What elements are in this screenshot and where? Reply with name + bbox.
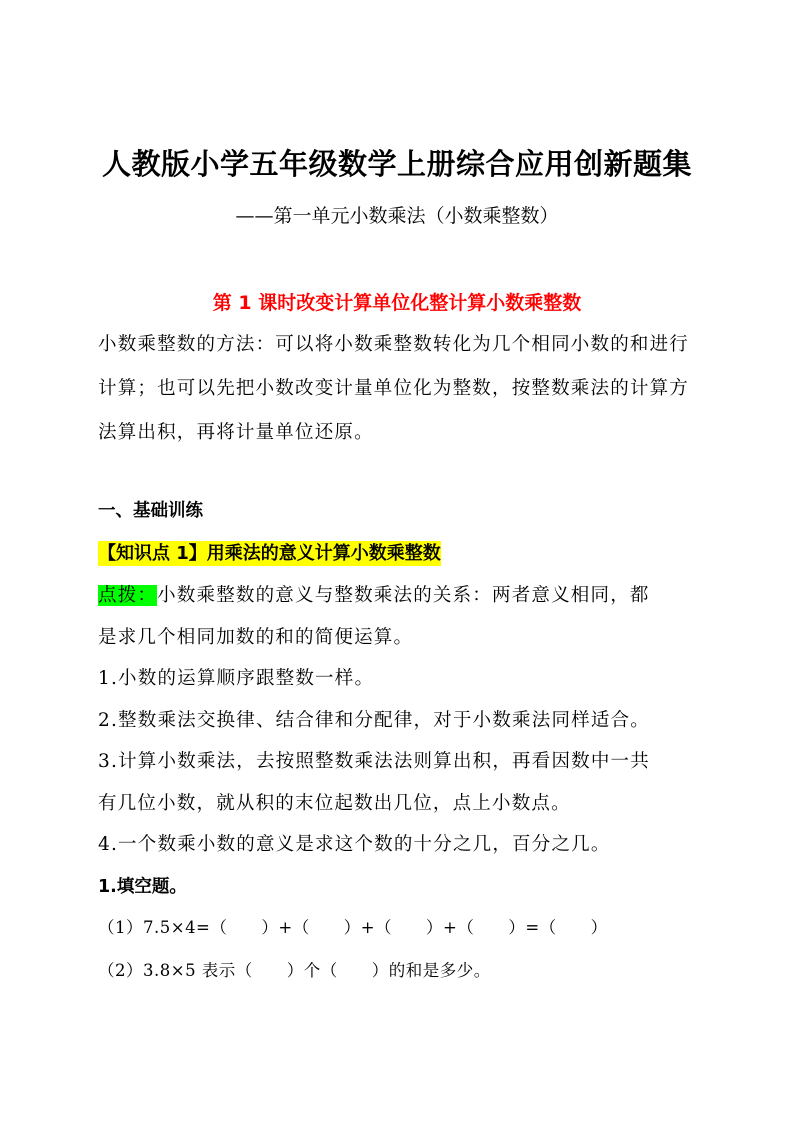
method-line-1: 小数乘整数的方法：可以将小数乘整数转化为几个相同小数的和进行 xyxy=(98,334,690,355)
section-heading: 一、基础训练 xyxy=(98,501,203,521)
hint-label: 点拨： xyxy=(98,585,158,606)
point-4: 4.一个数乘小数的意义是求这个数的十分之几，百分之几。 xyxy=(98,834,611,855)
point-3-continued: 有几位小数，就从积的末位起数出几位，点上小数点。 xyxy=(98,793,571,814)
knowledge-point-title: 【知识点 1】用乘法的意义计算小数乘整数 xyxy=(98,543,441,564)
method-line-2: 计算；也可以先把小数改变计量单位化为整数，按整数乘法的计算方 xyxy=(98,378,690,399)
point-3: 3.计算小数乘法，去按照整数乘法法则算出积，再看因数中一共 xyxy=(98,751,650,772)
fill-question-1: （1）7.5×4=（ ）+（ ）+（ ）+（ ）=（ ） xyxy=(98,918,608,937)
hint-line-1 xyxy=(98,581,650,607)
document-title: 人教版小学五年级数学上册综合应用创新题集 xyxy=(101,147,692,181)
point-2: 2.整数乘法交换律、结合律和分配律，对于小数乘法同样适合。 xyxy=(98,710,650,731)
lesson-title: 第 1 课时改变计算单位化整计算小数乘整数 xyxy=(212,292,582,314)
point-1: 1.小数的运算顺序跟整数一样。 xyxy=(98,668,375,689)
hint-line-2: 是求几个相同加数的和的简便运算。 xyxy=(98,627,414,648)
method-line-3: 法算出积，再将计量单位还原。 xyxy=(98,422,374,443)
question-title: 1.填空题。 xyxy=(98,877,187,897)
document-subtitle: ——第一单元小数乘法（小数乘整数） xyxy=(235,205,559,227)
knowledge-point-line xyxy=(98,539,441,565)
hint-text: 小数乘整数的意义与整数乘法的关系：两者意义相同，都 xyxy=(157,585,650,606)
fill-question-2: （2）3.8×5 表示（ ）个（ ）的和是多少。 xyxy=(98,961,491,980)
